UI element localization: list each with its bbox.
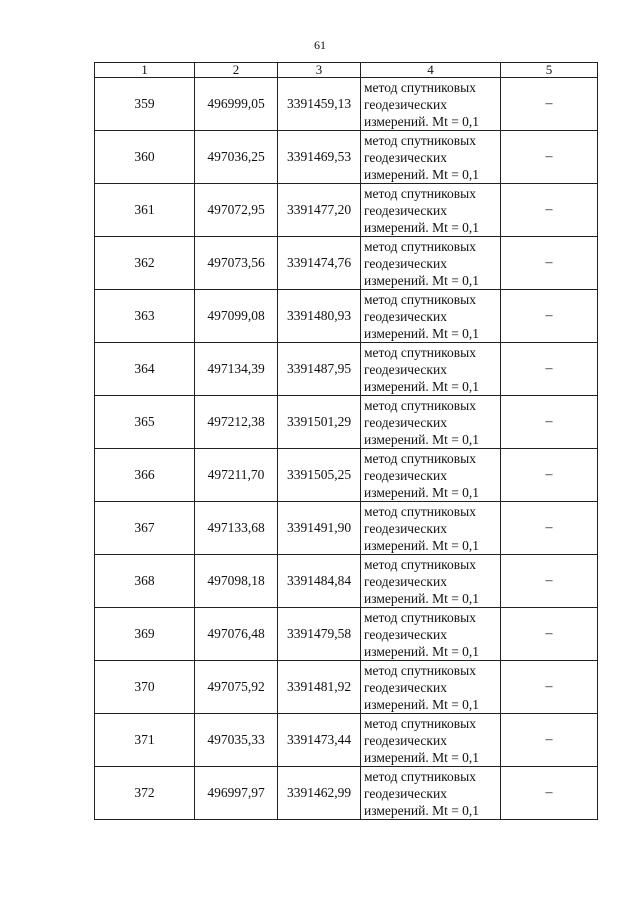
point-number-cell: 369: [95, 608, 195, 661]
x-coordinate-cell: 497035,33: [195, 714, 278, 767]
note-cell: –: [501, 184, 598, 237]
y-coordinate-cell: 3391501,29: [278, 396, 361, 449]
point-number-cell: 362: [95, 237, 195, 290]
y-coordinate-cell: 3391477,20: [278, 184, 361, 237]
method-cell: метод спутниковых геодезических измерений. Mt = 0,1: [361, 78, 501, 131]
method-cell: метод спутниковых геодезических измерений. Mt = 0,1: [361, 343, 501, 396]
table-row: [95, 290, 598, 343]
x-coordinate-cell: 497133,68: [195, 502, 278, 555]
method-cell: метод спутниковых геодезических измерений. Mt = 0,1: [361, 184, 501, 237]
note-cell: –: [501, 608, 598, 661]
y-coordinate-cell: 3391469,53: [278, 131, 361, 184]
method-cell: метод спутниковых геодезических измерений. Mt = 0,1: [361, 396, 501, 449]
point-number-cell: 361: [95, 184, 195, 237]
y-coordinate-cell: 3391481,92: [278, 661, 361, 714]
y-coordinate-cell: 3391474,76: [278, 237, 361, 290]
note-cell: –: [501, 502, 598, 555]
point-number-cell: 366: [95, 449, 195, 502]
table-row: [95, 661, 598, 714]
table-row: [95, 184, 598, 237]
x-coordinate-cell: 497099,08: [195, 290, 278, 343]
point-number-cell: 360: [95, 131, 195, 184]
table-row: [95, 555, 598, 608]
note-cell: –: [501, 131, 598, 184]
x-coordinate-cell: 497098,18: [195, 555, 278, 608]
method-cell: метод спутниковых геодезических измерений. Mt = 0,1: [361, 714, 501, 767]
method-cell: метод спутниковых геодезических измерений. Mt = 0,1: [361, 502, 501, 555]
note-cell: –: [501, 78, 598, 131]
point-number-cell: 363: [95, 290, 195, 343]
point-number-cell: 365: [95, 396, 195, 449]
column-header: 3: [278, 63, 361, 78]
method-cell: метод спутниковых геодезических измерений. Mt = 0,1: [361, 608, 501, 661]
note-cell: –: [501, 767, 598, 820]
y-coordinate-cell: 3391487,95: [278, 343, 361, 396]
table-row: [95, 78, 598, 131]
table-row: [95, 449, 598, 502]
coordinates-table: [94, 62, 598, 820]
method-cell: метод спутниковых геодезических измерений. Mt = 0,1: [361, 449, 501, 502]
method-cell: метод спутниковых геодезических измерений. Mt = 0,1: [361, 290, 501, 343]
x-coordinate-cell: 496999,05: [195, 78, 278, 131]
point-number-cell: 372: [95, 767, 195, 820]
y-coordinate-cell: 3391473,44: [278, 714, 361, 767]
method-cell: метод спутниковых геодезических измерений. Mt = 0,1: [361, 767, 501, 820]
x-coordinate-cell: 497211,70: [195, 449, 278, 502]
y-coordinate-cell: 3391462,99: [278, 767, 361, 820]
column-header: 1: [95, 63, 195, 78]
note-cell: –: [501, 237, 598, 290]
y-coordinate-cell: 3391484,84: [278, 555, 361, 608]
point-number-cell: 368: [95, 555, 195, 608]
note-cell: –: [501, 290, 598, 343]
table-row: [95, 714, 598, 767]
point-number-cell: 359: [95, 78, 195, 131]
x-coordinate-cell: 497134,39: [195, 343, 278, 396]
column-header: 5: [501, 63, 598, 78]
x-coordinate-cell: 497036,25: [195, 131, 278, 184]
page-number: 61: [314, 38, 326, 52]
method-cell: метод спутниковых геодезических измерений. Mt = 0,1: [361, 131, 501, 184]
note-cell: –: [501, 555, 598, 608]
method-cell: метод спутниковых геодезических измерений. Mt = 0,1: [361, 555, 501, 608]
table-header-row: [95, 63, 598, 78]
column-header: 4: [361, 63, 501, 78]
table-row: [95, 767, 598, 820]
y-coordinate-cell: 3391459,13: [278, 78, 361, 131]
x-coordinate-cell: 497073,56: [195, 237, 278, 290]
column-header: 2: [195, 63, 278, 78]
x-coordinate-cell: 496997,97: [195, 767, 278, 820]
x-coordinate-cell: 497212,38: [195, 396, 278, 449]
point-number-cell: 371: [95, 714, 195, 767]
x-coordinate-cell: 497076,48: [195, 608, 278, 661]
y-coordinate-cell: 3391491,90: [278, 502, 361, 555]
y-coordinate-cell: 3391505,25: [278, 449, 361, 502]
table-row: [95, 608, 598, 661]
point-number-cell: 367: [95, 502, 195, 555]
method-cell: метод спутниковых геодезических измерений. Mt = 0,1: [361, 237, 501, 290]
note-cell: –: [501, 343, 598, 396]
method-cell: метод спутниковых геодезических измерений. Mt = 0,1: [361, 661, 501, 714]
note-cell: –: [501, 661, 598, 714]
note-cell: –: [501, 396, 598, 449]
x-coordinate-cell: 497075,92: [195, 661, 278, 714]
point-number-cell: 370: [95, 661, 195, 714]
x-coordinate-cell: 497072,95: [195, 184, 278, 237]
y-coordinate-cell: 3391480,93: [278, 290, 361, 343]
y-coordinate-cell: 3391479,58: [278, 608, 361, 661]
note-cell: –: [501, 714, 598, 767]
table-row: [95, 396, 598, 449]
table-row: [95, 343, 598, 396]
note-cell: –: [501, 449, 598, 502]
table-row: [95, 502, 598, 555]
table-row: [95, 237, 598, 290]
point-number-cell: 364: [95, 343, 195, 396]
table-row: [95, 131, 598, 184]
